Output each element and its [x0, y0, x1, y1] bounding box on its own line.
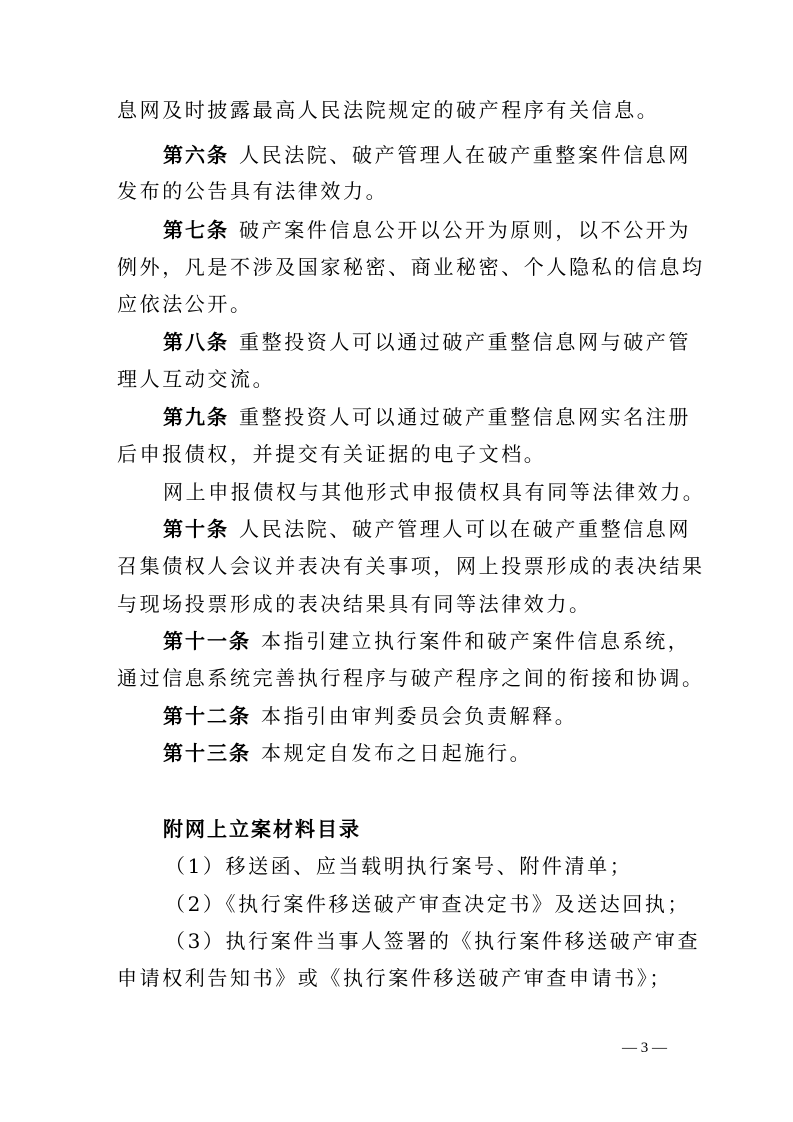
text-line: 应依法公开。 — [117, 292, 253, 316]
text-line: 理人互动交流。 — [117, 367, 276, 391]
text-line: 例外，凡是不涉及国家秘密、商业秘密、个人隐私的信息均 — [117, 255, 705, 279]
article-label: 第九条 — [163, 405, 229, 429]
text-line: 息网及时披露最高人民法院规定的破产程序有关信息。 — [117, 98, 660, 122]
article-label: 第六条 — [163, 143, 229, 167]
article-6: 第六条 人民法院、破产管理人在破产重整案件信息网 — [163, 143, 691, 167]
article-8: 第八条 重整投资人可以通过破产重整信息网与破产管 — [163, 330, 691, 354]
appendix-item: （1）移送函、应当载明执行案号、附件清单； — [165, 854, 633, 878]
article-10: 第十条 人民法院、破产管理人可以在破产重整信息网 — [163, 517, 691, 541]
article-label: 第七条 — [163, 218, 229, 242]
article-label: 第十三条 — [163, 741, 251, 765]
article-7: 第七条 破产案件信息公开以公开为原则，以不公开为 — [163, 218, 691, 242]
article-label: 第十一条 — [163, 629, 251, 653]
article-label: 第十条 — [163, 517, 229, 541]
article-label: 第十二条 — [163, 704, 251, 728]
text-line: 网上申报债权与其他形式申报债权具有同等法律效力。 — [163, 480, 706, 504]
article-13: 第十三条 本规定自发布之日起施行。 — [163, 741, 533, 765]
article-12: 第十二条 本指引由审判委员会负责解释。 — [163, 704, 578, 728]
article-label: 第八条 — [163, 330, 229, 354]
text-line: 发布的公告具有法律效力。 — [117, 179, 389, 203]
text-line: 通过信息系统完善执行程序与破产程序之间的衔接和协调。 — [117, 666, 705, 690]
article-9: 第九条 重整投资人可以通过破产重整信息网实名注册 — [163, 405, 691, 429]
appendix-title: 附网上立案材料目录 — [163, 817, 361, 841]
appendix-item-continued: 申请权利告知书》或《执行案件移送破产审查申请书》； — [117, 966, 672, 990]
page-number: — 3 — — [622, 1040, 667, 1056]
article-11: 第十一条 本指引建立执行案件和破产案件信息系统， — [163, 629, 691, 653]
appendix-item: （3）执行案件当事人签署的《执行案件移送破产审查 — [165, 929, 701, 953]
text-line: 后申报债权，并提交有关证据的电子文档。 — [117, 442, 547, 466]
appendix-item: （2）《执行案件移送破产审查决定书》及送达回执； — [165, 892, 691, 916]
text-line: 召集债权人会议并表决有关事项，网上投票形成的表决结果 — [117, 554, 705, 578]
text-line: 与现场投票形成的表决结果具有同等法律效力。 — [117, 592, 592, 616]
